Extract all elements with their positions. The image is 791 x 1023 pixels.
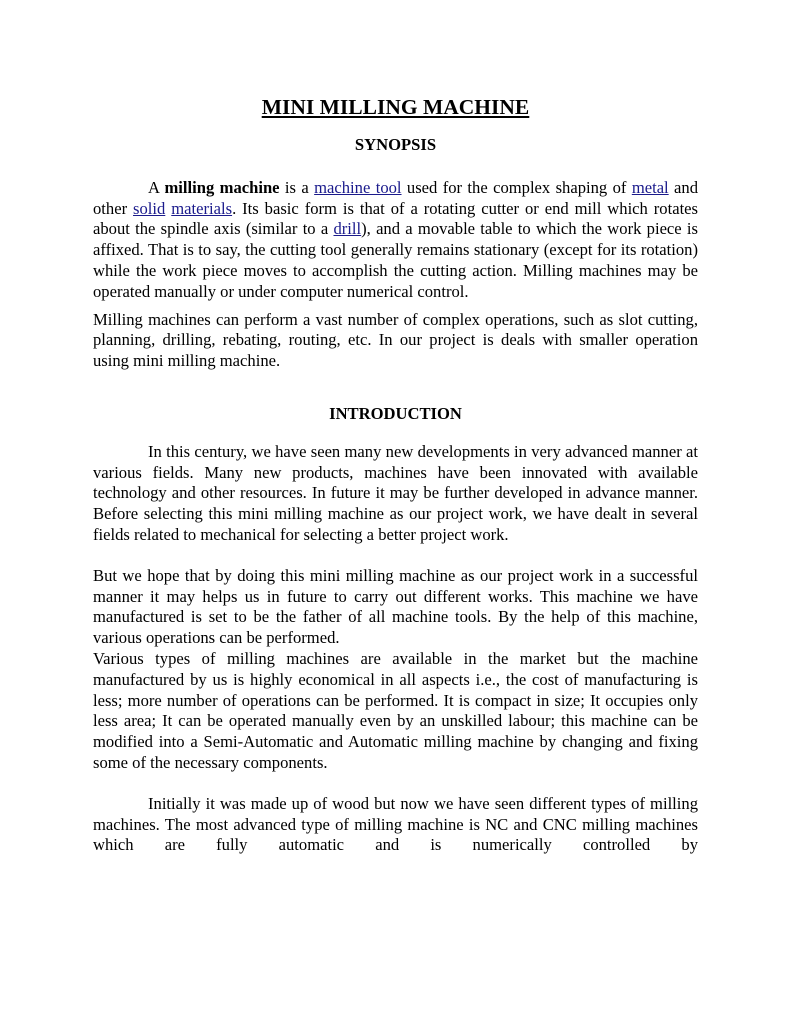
bold-term: milling machine [164,177,280,197]
text-span: . Its basic form is that of a rotating cutter or end mill which rotates about the spindle axis (similar to a [93,198,699,239]
text-span: is a [279,177,315,197]
introduction-heading: INTRODUCTION [329,403,462,423]
introduction-paragraph-3: Various types of milling machines are available in the market but the machine manufactured by us is highly economical in all aspects i.e., the cost of manufacturing is less; more number of operations can be performed. It is compact in size; It occupies only less area; It can be operated manually even by an unskilled labour; this machine can be modified into a Semi-Automatic and Automatic milling machine by changing and fixing some of the necessary components. [93,648,698,772]
introduction-paragraph-4: Initially it was made up of wood but now we have seen different types of milling machines. The most advanced type of milling machine is NC and CNC milling machines which are fully automatic and is numerically controlled by [93,793,698,855]
text-span: ), and a movable table to which the work piece is affixed. That is to say, the cutting tool generally remains stationary (except for its rotation) while the work piece moves to accomplish the cutting action. Milling machines may be operated manually or under computer numerical control. [93,219,698,301]
synopsis-paragraph-2: Milling machines can perform a vast number of complex operations, such as slot cutting, planning, drilling, rebating, routing, etc. In our project is deals with smaller operation using mini milling machine. [93,309,698,371]
link-metal[interactable]: metal [631,177,669,197]
text-span: A [148,177,165,197]
introduction-paragraph-2: But we hope that by doing this mini milling machine as our project work in a successful manner it may helps us in future to carry out different works. This machine we have manufactured is set to be the father of all machine tools. By the help of this machine, various operations can be performed. [93,565,698,648]
introduction-paragraph-1: In this century, we have seen many new developments in very advanced manner at various fields. Many new products, machines have been innovated with available technology and other resources. In future it may be further developed in advance manner. Before selecting this mini milling machine as our project work, we have dealt in several fields related to mechanical for selecting a better project work. [93,441,698,544]
synopsis-heading: SYNOPSIS [354,135,437,154]
text-span: and other [93,177,699,218]
text-span: used for the complex shaping of [401,177,632,197]
link-machine-tool[interactable]: machine tool [314,177,402,197]
document-title: MINI MILLING MACHINE [261,95,530,119]
link-drill[interactable]: drill [333,219,362,239]
document-page [93,94,698,856]
synopsis-paragraph-1 [93,178,698,303]
link-solid[interactable]: solid [133,198,166,218]
link-materials[interactable]: materials [171,198,233,218]
